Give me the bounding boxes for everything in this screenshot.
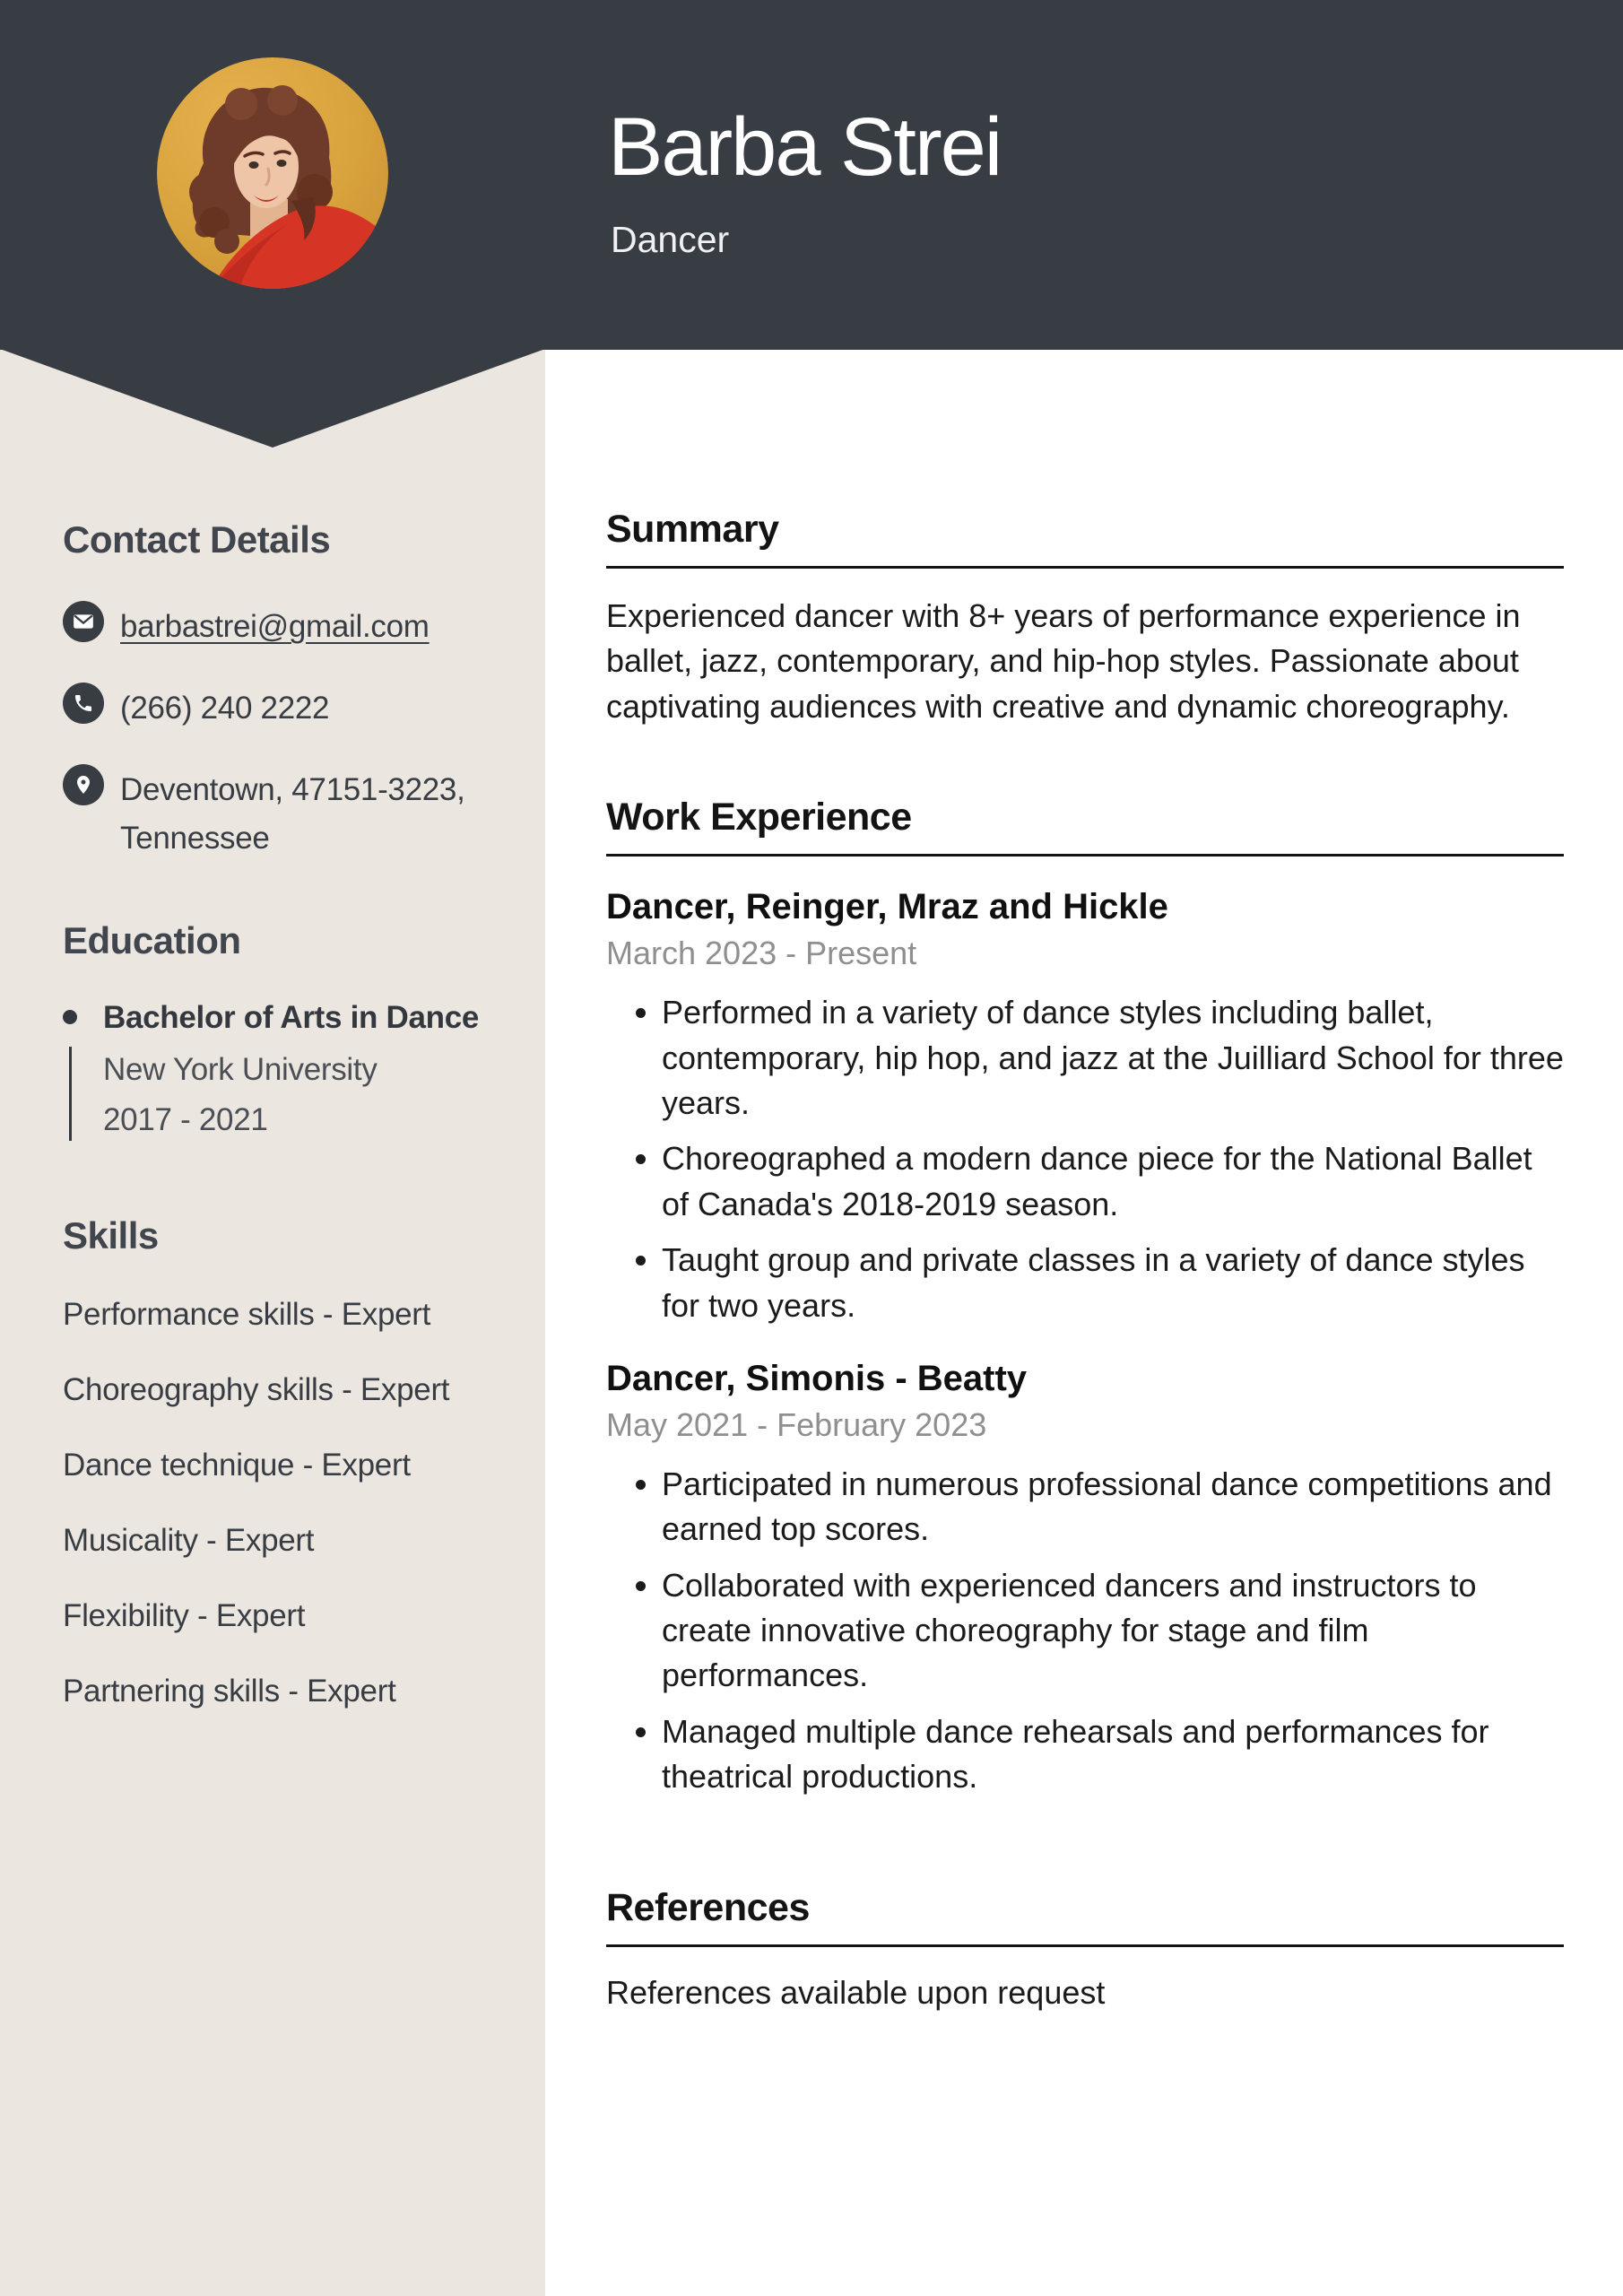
- job-bullet: • Choreographed a modern dance piece for the National Ballet of Canada's 2018-2019 season.: [662, 1136, 1564, 1227]
- job-bullet: • Taught group and private classes in a variety of dance styles for two years.: [662, 1238, 1564, 1328]
- location-icon: [63, 764, 104, 805]
- phone-icon: [63, 683, 104, 724]
- education-years: 2017 - 2021: [103, 1102, 268, 1138]
- email-icon: [63, 601, 104, 642]
- skill-item: Musicality - Expert: [63, 1523, 315, 1559]
- work-experience-section: [606, 796, 1564, 1799]
- skills-heading: Skills: [63, 1214, 159, 1257]
- job-dates: March 2023 - Present: [606, 935, 917, 972]
- references-section: [606, 1886, 1564, 2012]
- skill-item: Flexibility - Expert: [63, 1598, 306, 1634]
- references-heading: References: [606, 1886, 1564, 1947]
- skill-item: Choreography skills - Expert: [63, 1372, 450, 1408]
- school-name: New York University: [103, 1051, 378, 1087]
- work-experience-heading: Work Experience: [606, 796, 1564, 857]
- contact-row-phone: [63, 683, 486, 732]
- job-entry: [606, 1359, 1564, 1800]
- references-text: References available upon request: [606, 1973, 1106, 2011]
- job-bullet: • Managed multiple dance rehearsals and performances for theatrical productions.: [662, 1709, 1564, 1800]
- contact-details-heading: Contact Details: [63, 518, 331, 561]
- page-title-name: Barba Strei: [608, 101, 1002, 193]
- timeline-dot: [63, 1010, 77, 1024]
- email-link[interactable]: barbastrei@gmail.com: [120, 609, 430, 644]
- contact-list: [63, 601, 486, 862]
- skill-item: Performance skills - Expert: [63, 1297, 431, 1333]
- job-dates: May 2021 - February 2023: [606, 1405, 987, 1443]
- job-bullet: • Performed in a variety of dance styles including ballet, contemporary, hip hop, and jazz at the Juilliard School for three years.: [662, 990, 1564, 1126]
- job-bullet: • Collaborated with experienced dancers and instructors to create innovative choreography for stage and film performances.: [662, 1563, 1564, 1699]
- summary-text: Experienced dancer with 8+ years of performance experience in ballet, jazz, contemporary, and hip-hop styles. Passionate about captivating audiences with creative and dynamic choreography.: [606, 597, 1521, 725]
- avatar: [157, 57, 388, 289]
- location-text: Deventown, 47151-3223, Tennessee: [120, 772, 465, 856]
- skill-item: Dance technique - Expert: [63, 1448, 411, 1483]
- skill-item: Partnering skills - Expert: [63, 1674, 396, 1709]
- education-heading: Education: [63, 918, 241, 961]
- profile-photo-illustration: [157, 57, 388, 289]
- education-section: [63, 919, 486, 1146]
- job-bullet: • Participated in numerous professional dance competitions and earned top scores.: [662, 1462, 1564, 1552]
- summary-section: [606, 508, 1564, 729]
- contact-row-location: [63, 764, 486, 861]
- job-bullet-list: [606, 1462, 1564, 1800]
- education-item: [63, 1000, 486, 1146]
- job-entry: [606, 887, 1564, 1328]
- degree-title: Bachelor of Arts in Dance: [103, 999, 480, 1035]
- phone-number: (266) 240 2222: [120, 691, 330, 726]
- person-role: Dancer: [611, 219, 730, 260]
- contact-row-email: [63, 601, 486, 650]
- main-column: [606, 508, 1564, 2012]
- education-details: [103, 1045, 486, 1146]
- skills-section: [63, 1214, 486, 1709]
- sidebar: [63, 518, 486, 1709]
- summary-heading: Summary: [606, 508, 1564, 569]
- job-bullet-list: [606, 990, 1564, 1328]
- job-title: Dancer, Reinger, Mraz and Hickle: [606, 887, 1168, 927]
- timeline-rail: [69, 1047, 72, 1141]
- job-title: Dancer, Simonis - Beatty: [606, 1358, 1028, 1398]
